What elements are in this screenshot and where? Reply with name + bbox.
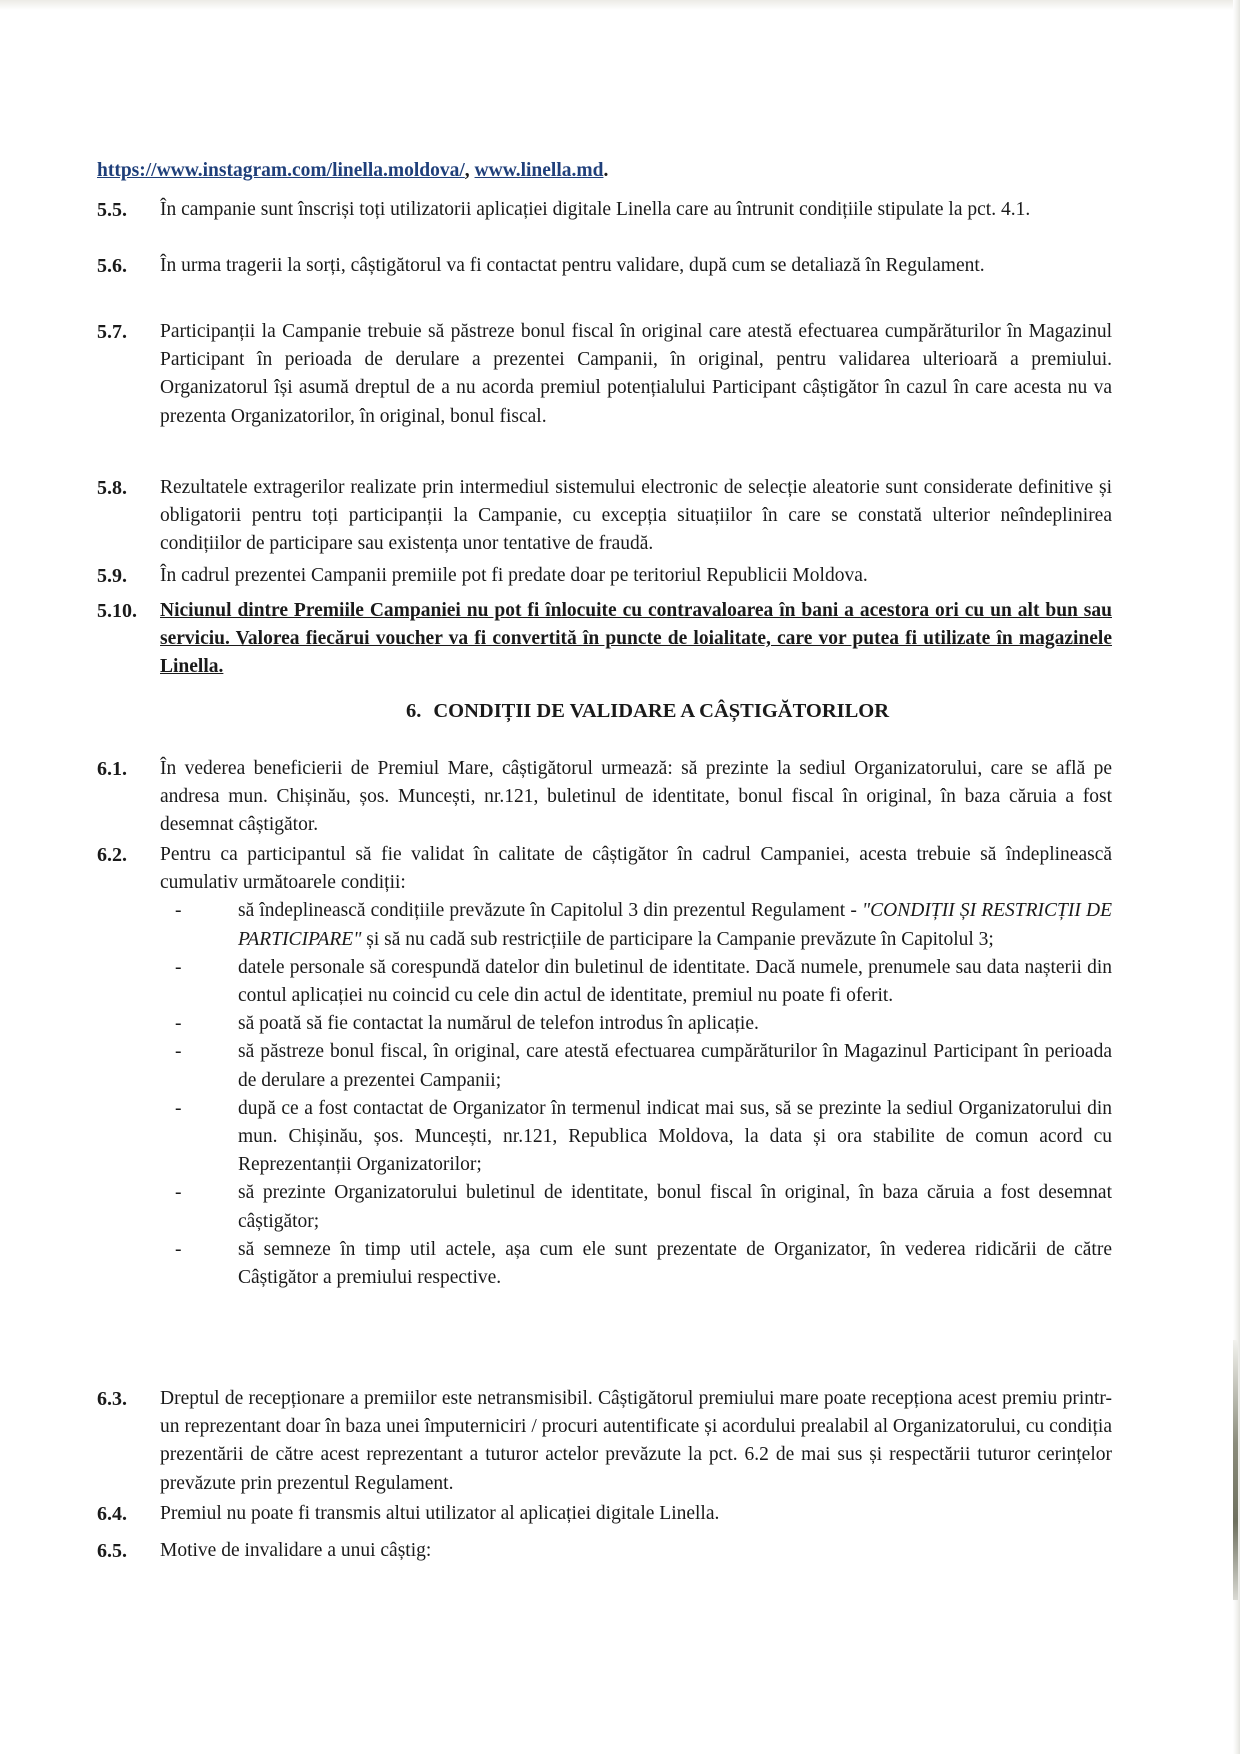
clause-6-3: [97, 1385, 1112, 1498]
clause-number: 5.5.: [97, 199, 127, 221]
clause-text: Participanții la Campanie trebuie să păstreze bonul fiscal în original care atestă efectuarea cumpărăturilor în Magazinul Participant în perioada de derulare a prezentei Campanii, în original, pentru validarea ulterioară a premiului. Organizatorul își asumă dreptul de a nu acorda premiul potențialului Participant câștigător în cazul în care acesta nu va prezenta Organizatorilor, în original, bonul fiscal.: [160, 321, 1112, 427]
clause-text: În urma tragerii la sorți, câștigătorul va fi contactat pentru validare, după cum se detaliază în Regulament.: [160, 255, 985, 276]
links-end: .: [603, 160, 609, 181]
clause-text: Premiul nu poate fi transmis altui utilizator al aplicației digitale Linella.: [160, 1503, 720, 1524]
condition-text: să semneze în timp util actele, așa cum ele sunt prezentate de Organizator, în vederea ridicării de către Câștigător a premiului respective.: [238, 1238, 1112, 1289]
condition-item: [97, 954, 1112, 1010]
clause-number: 6.4.: [97, 1503, 127, 1525]
condition-text: să poată să fie contactat la numărul de telefon introdus în aplicație.: [238, 1013, 759, 1035]
clause-6-5: [97, 1537, 1112, 1565]
dash-bullet-icon: -: [175, 1097, 182, 1119]
clause-text: Motive de invalidare a unui câștig:: [160, 1540, 432, 1561]
clause-number: 6.3.: [97, 1388, 127, 1410]
conditions-list: [97, 897, 1112, 1292]
condition-item: [97, 1236, 1112, 1292]
links-separator: ,: [464, 160, 475, 181]
clause-5-5: [97, 196, 1112, 224]
condition-item: [97, 1095, 1112, 1180]
clause-5-10: [97, 597, 1112, 682]
section-heading-6: [0, 700, 1240, 723]
instagram-link[interactable]: https://www.instagram.com/linella.moldova/: [97, 160, 465, 181]
dash-bullet-icon: -: [175, 1013, 182, 1035]
clause-text-emphasized: Niciunul dintre Premiile Campaniei nu pot fi înlocuite cu contravaloarea în bani a acestora ori cu un alt bun sau serviciu. Valorea fiecărui voucher va fi convertită în puncte de loialitate, care vor putea fi utilizate în magazinele Linella.: [160, 600, 1112, 678]
condition-text-italic: "CONDIȚII ȘI RESTRICȚII DE PARTICIPARE": [238, 900, 1112, 950]
clause-5-6: [97, 252, 1112, 280]
dash-bullet-icon: -: [175, 1238, 182, 1260]
scan-edge-top: [0, 0, 1240, 10]
clause-5-7: [97, 318, 1112, 431]
condition-item: [97, 1038, 1112, 1094]
condition-text-pre: să îndeplinească condițiile prevăzute în Capitolul 3 din prezentul Regulament -: [238, 900, 862, 922]
heading-number: 6.: [405, 700, 422, 722]
condition-text-post: și să nu cadă sub restricțiile de participare la Campanie prevăzute în Capitolul 3;: [361, 928, 994, 950]
clause-text: În campanie sunt înscriși toți utilizatorii aplicației digitale Linella care au întrunit condițiile stipulate la pct. 4.1.: [160, 199, 1031, 220]
condition-item: [97, 1010, 1112, 1038]
clause-text: În vederea beneficierii de Premiul Mare, câștigătorul urmează: să prezinte la sediul Organizatorului, care se află pe andresa mun. Chișinău, șos. Muncești, nr.121, buletinul de identitate, bonul fiscal în original, în baza căruia a fost desemnat câștigător.: [160, 758, 1112, 836]
dash-bullet-icon: -: [175, 1182, 182, 1204]
clause-text: Dreptul de recepționare a premiilor este netransmisibil. Câștigătorul premiului mare poate recepționa acest premiu printr-un reprezentant doar în baza unei împuterniciri / procuri autentificate și acordului prealabil al Organizatorului, cu condiția prezentării de către acest reprezentant a tuturor actelor prevăzute la pct. 6.2 de mai sus și respectării tuturor cerințelor prevăzute prin prezentul Regulament.: [160, 1388, 1112, 1494]
clause-number: 6.1.: [97, 758, 127, 780]
clause-number: 6.2.: [97, 844, 127, 866]
condition-item: [97, 897, 1112, 953]
clause-number: 5.7.: [97, 321, 127, 343]
clause-number: 5.10.: [97, 600, 137, 622]
condition-text: să păstreze bonul fiscal, în original, care atestă efectuarea cumpărăturilor în Magazinul Participant în perioada de derulare a prezentei Campanii;: [238, 1041, 1112, 1091]
website-link[interactable]: www.linella.md: [474, 160, 604, 181]
clause-5-9: [97, 562, 1112, 590]
clause-number: 5.9.: [97, 565, 127, 587]
condition-text: după ce a fost contactat de Organizator în termenul indicat mai sus, să se prezinte la sediul Organizatorului din mun. Chișinău, șos. Muncești, nr.121, Republica Moldova, la data și ora stabilite de comun acord cu Reprezentanții Organizatorilor;: [238, 1097, 1112, 1176]
heading-title: CONDIȚII DE VALIDARE A CÂȘTIGĂTORILOR: [433, 700, 890, 722]
clause-6-2: [97, 841, 1112, 1292]
clause-number: 5.8.: [97, 477, 127, 499]
links-line: [97, 160, 608, 182]
clause-5-8: [97, 474, 1112, 559]
condition-item: [97, 1179, 1112, 1235]
clause-text: Rezultatele extragerilor realizate prin intermediul sistemului electronic de selecție aleatorie sunt considerate definitive și obligatorii pentru toți participanții la Campanie, cu excepția situațiilor în care se constată ulterior neîndeplinirea condițiilor de participare sau existența unor tentative de fraudă.: [160, 477, 1112, 555]
scan-shadow-right: [1233, 1340, 1238, 1600]
clause-number: 6.5.: [97, 1540, 127, 1562]
dash-bullet-icon: -: [175, 956, 182, 978]
clause-6-1: [97, 755, 1112, 840]
condition-text: să prezinte Organizatorului buletinul de identitate, bonul fiscal în original, în baza căruia a fost desemnat câștigător;: [238, 1182, 1112, 1232]
dash-bullet-icon: -: [175, 900, 182, 922]
dash-bullet-icon: -: [175, 1041, 182, 1063]
condition-text: datele personale să corespundă datelor din buletinul de identitate. Dacă numele, prenumele sau data nașterii din contul aplicației nu coincid cu cele din actul de identitate, premiul nu poate fi oferit.: [238, 956, 1112, 1007]
clause-6-4: [97, 1500, 1112, 1528]
clause-text: În cadrul prezentei Campanii premiile pot fi predate doar pe teritoriul Republicii Moldova.: [160, 565, 868, 586]
clause-text: Pentru ca participantul să fie validat în calitate de câștigător în cadrul Campaniei, acesta trebuie să îndeplinească cumulativ următoarele condiții:: [160, 844, 1112, 894]
clause-number: 5.6.: [97, 255, 127, 277]
